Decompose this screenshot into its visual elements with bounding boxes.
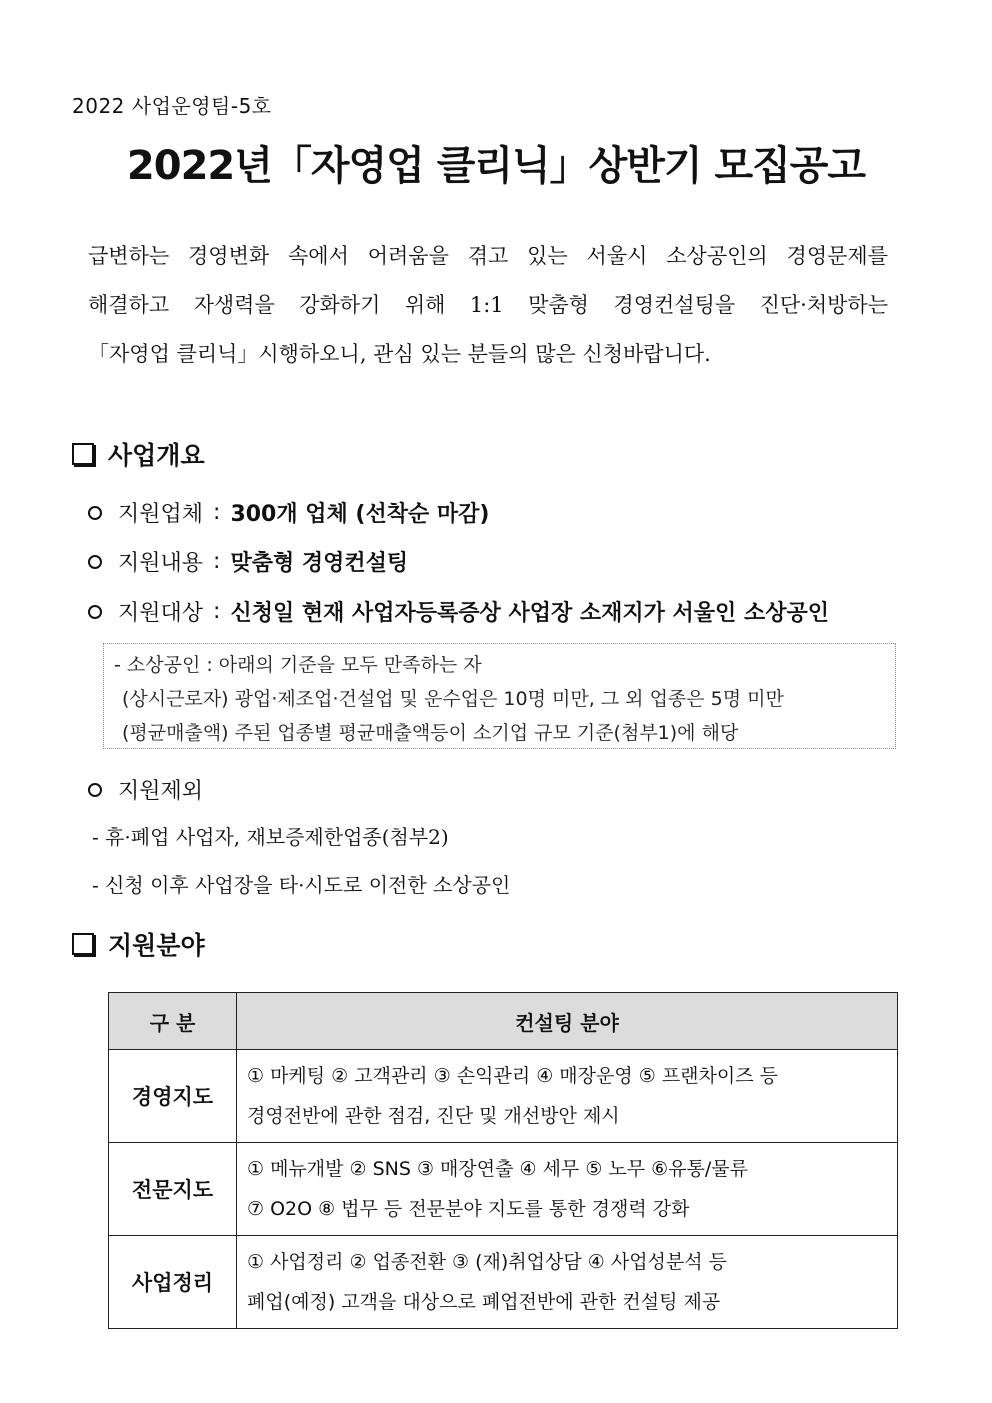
overview-item-label: 지원대상	[118, 601, 204, 626]
checkbox-square-icon	[72, 443, 94, 465]
row-detail	[237, 1143, 898, 1236]
document-number: 2022 사업운영팀-5호	[72, 94, 272, 118]
overview-item-value: 맞춤형 경영컨설팅	[230, 551, 409, 576]
checkbox-square-icon	[72, 933, 94, 955]
row-category: 경영지도	[109, 1050, 237, 1143]
criteria-box	[103, 643, 896, 749]
overview-item-label: 지원업체	[118, 502, 204, 527]
overview-item	[88, 596, 829, 627]
overview-item	[88, 546, 408, 577]
exclusion-line: - 신청 이후 사업장을 타·시도로 이전한 소상공인	[92, 873, 511, 897]
intro-line-3: 「자영업 클리닉」시행하오니, 관심 있는 분들의 많은 신청바랍니다.	[88, 342, 711, 366]
section-fields-heading	[72, 926, 205, 962]
section-fields-label: 지원분야	[108, 931, 205, 960]
circle-bullet-icon	[88, 783, 102, 797]
intro-line-1: 급변하는 경영변화 속에서 어려움을 겪고 있는 서울시 소상공인의 경영문제를	[88, 244, 888, 268]
overview-item-value: 신청일 현재 사업자등록증상 사업장 소재지가 서울인 소상공인	[230, 601, 829, 626]
row-detail-line: 폐업(예정) 고객을 대상으로 폐업전반에 관한 컨설팅 제공	[247, 1291, 721, 1313]
colon-separator: :	[213, 500, 221, 525]
row-category: 전문지도	[109, 1143, 237, 1236]
exclusion-item	[88, 774, 203, 805]
criteria-line: (평균매출액) 주된 업종별 평균매출액등이 소기업 규모 기준(첨부1)에 해당	[122, 722, 739, 744]
row-detail-line: ⑦ O2O ⑧ 법무 등 전문분야 지도를 통한 경쟁력 강화	[247, 1198, 690, 1220]
page-title: 2022년「자영업 클리닉」상반기 모집공고	[126, 143, 866, 189]
exclusion-label: 지원제외	[118, 779, 204, 804]
intro-line-2: 해결하고 자생력을 강화하기 위해 1:1 맞춤형 경영컨설팅을 진단·처방하는	[88, 293, 888, 317]
column-header-category: 구 분	[109, 993, 237, 1050]
row-detail-line: ① 사업정리 ② 업종전환 ③ (재)취업상담 ④ 사업성분석 등	[247, 1251, 728, 1273]
circle-bullet-icon	[88, 506, 102, 520]
overview-item	[88, 497, 489, 528]
table-row	[109, 1236, 898, 1329]
criteria-line: - 소상공인 : 아래의 기준을 모두 만족하는 자	[114, 654, 482, 676]
row-detail	[237, 1236, 898, 1329]
exclusion-line: - 휴·폐업 사업자, 재보증제한업종(첨부2)	[92, 825, 449, 849]
circle-bullet-icon	[88, 605, 102, 619]
row-detail	[237, 1050, 898, 1143]
row-category: 사업정리	[109, 1236, 237, 1329]
column-header-field: 컨설팅 분야	[237, 993, 898, 1050]
overview-item-value: 300개 업체 (선착순 마감)	[230, 502, 490, 527]
row-detail-line: 경영전반에 관한 점검, 진단 및 개선방안 제시	[247, 1105, 620, 1127]
table-row	[109, 1050, 898, 1143]
table-header-row	[109, 993, 898, 1050]
row-detail-line: ① 메뉴개발 ② SNS ③ 매장연출 ④ 세무 ⑤ 노무 ⑥유통/물류	[247, 1158, 748, 1180]
overview-item-label: 지원내용	[118, 551, 204, 576]
criteria-line: (상시근로자) 광업·제조업·건설업 및 운수업은 10명 미만, 그 외 업종은 5명 미만	[122, 688, 784, 710]
table-row	[109, 1143, 898, 1236]
section-overview-label: 사업개요	[108, 441, 205, 470]
support-fields-table	[108, 992, 898, 1329]
row-detail-line: ① 마케팅 ② 고객관리 ③ 손익관리 ④ 매장운영 ⑤ 프랜차이즈 등	[247, 1065, 778, 1087]
colon-separator: :	[213, 549, 221, 574]
section-overview-heading	[72, 436, 205, 472]
colon-separator: :	[213, 599, 221, 624]
circle-bullet-icon	[88, 555, 102, 569]
